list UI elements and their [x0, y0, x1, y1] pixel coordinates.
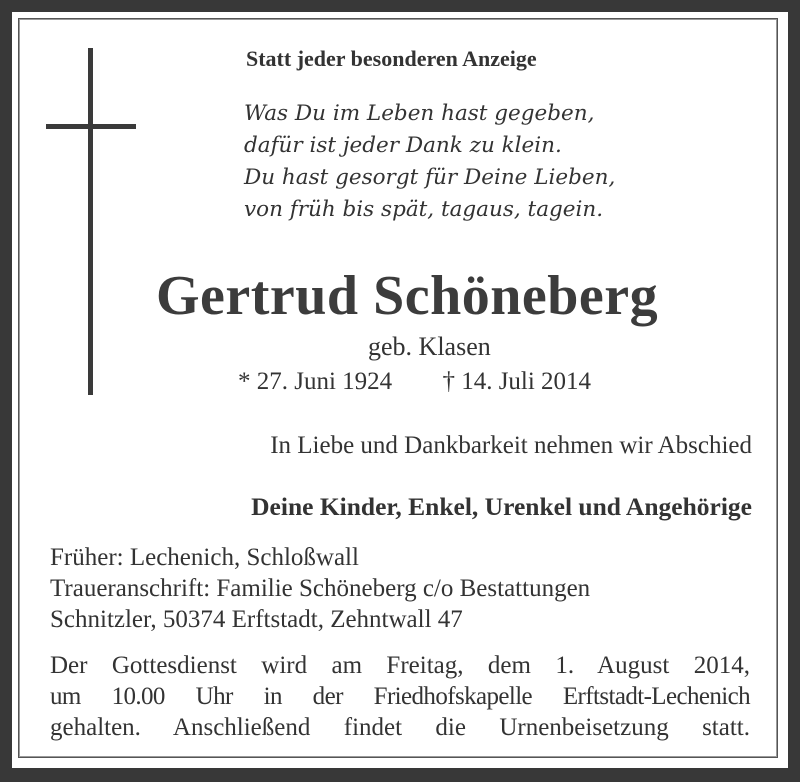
poem-line: Was Du im Leben hast gegeben,: [244, 101, 595, 126]
service-line: Der Gottesdienst wird am Freitag, dem 1. August 2014,: [50, 652, 750, 679]
deceased-name: Gertrud Schöneberg: [156, 265, 659, 327]
mourners: Deine Kinder, Enkel, Urenkel und Angehörige: [251, 492, 752, 521]
farewell-text: In Liebe und Dankbarkeit nehmen wir Abschied: [270, 432, 752, 459]
service-line: um 10.00 Uhr in der Friedhofskapelle Erftstadt-Lechenich: [50, 683, 750, 710]
poem: [244, 98, 615, 226]
maiden-name: geb. Klasen: [368, 332, 491, 361]
address-block: [50, 542, 590, 635]
address-line: Traueranschrift: Familie Schöneberg c/o Bestattungen: [50, 575, 591, 602]
obituary-card: [12, 12, 788, 768]
service-line: gehalten. Anschließend findet die Urnenbeisetzung statt.: [50, 714, 750, 741]
poem-line: dafür ist jeder Dank zu klein.: [244, 133, 562, 158]
cross-horizontal-bar: [46, 124, 136, 129]
service-info: [50, 650, 750, 743]
notice-heading: Statt jeder besonderen Anzeige: [246, 46, 537, 71]
life-dates: [238, 368, 591, 396]
cross-vertical-bar: [88, 48, 93, 395]
poem-line: von früh bis spät, tagaus, tagein.: [244, 197, 604, 222]
poem-line: Du hast gesorgt für Deine Lieben,: [244, 165, 616, 190]
death-date: † 14. Juli 2014: [442, 368, 592, 395]
address-line: Schnitzler, 50374 Erftstadt, Zehntwall 47: [50, 606, 463, 633]
address-line: Früher: Lechenich, Schloßwall: [50, 544, 359, 571]
birth-date: * 27. Juni 1924: [238, 368, 393, 395]
